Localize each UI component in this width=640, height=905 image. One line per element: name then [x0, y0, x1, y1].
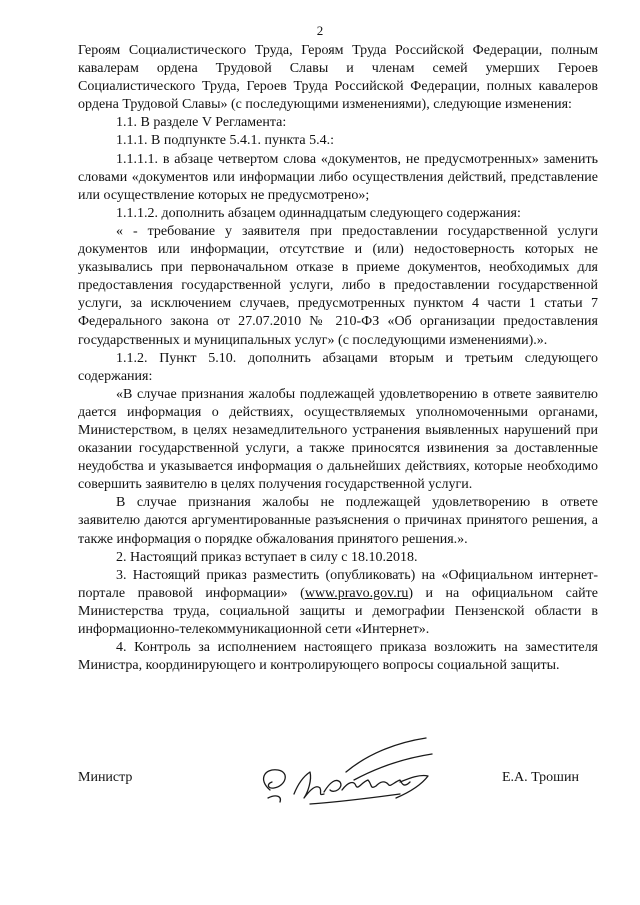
paragraph-quote-requirement: « - требование у заявителя при предоставлении государственной услуги документов или информации, отсутствие и (или) недостоверность которых не указывались при первоначальном отказе в приеме документов, необходимых для предоставления государственной услуги, либо в предоставлении государственной услуги, за исключением случаев, предусмотренных пунктом 4 части 1 статьи 7 Федерального закона от 27.07.2010 № 210-ФЗ «Об организации предоставления государственных и муниципальных услуг» (с последующими изменениями).».: [78, 223, 598, 348]
paragraph-2: 2. Настоящий приказ вступает в силу с 18.10.2018.: [116, 549, 418, 565]
paragraph-complaint-rejected: В случае признания жалобы не подлежащей удовлетворению в ответе заявителю даются аргументированные разъяснения о причинах принятого решения, а также информация о порядке обжалования принятого решения.».: [78, 495, 598, 547]
signatory-name: Е.А. Трошин: [502, 770, 579, 785]
paragraph-complaint-satisfied: «В случае признания жалобы подлежащей удовлетворению в ответе заявителю дается информация о действиях, осуществляемых уполномоченными органами, Министерством, в целях незамедлительного устранения выявленных нарушений при оказании государственной услуги, а также приносятся извинения за доставленные неудобства и указывается информация о дальнейших действиях, которые необходимо совершить заявителю в целях получения государственной услуги.: [78, 386, 598, 493]
handwritten-signature: [250, 732, 440, 812]
paragraph-4: 4. Контроль за исполнением настоящего приказа возложить на заместителя Министра, координирующего и контролирующего вопросы социальной защиты.: [78, 640, 598, 674]
page-number: 2: [316, 23, 324, 38]
paragraph-3-after: ) и на официальном сайте Министерства труда, социальной защиты и демографии Пензенской области в информационно-телекоммуникационной сети «Интернет».: [78, 585, 599, 637]
paragraph-1-1: 1.1. В разделе V Регламента:: [116, 115, 287, 131]
paragraph-3: [78, 567, 598, 639]
paragraph-1-1-1: 1.1.1. В подпункте 5.4.1. пункта 5.4.:: [116, 133, 334, 149]
paragraph-3-before: 3. Настоящий приказ разместить (опубликовать) на «Официальном интернет-портале правовой информации» (: [78, 567, 598, 601]
paragraph-1-1-1-1: 1.1.1.1. в абзаце четвертом слова «документов, не предусмотренных» заменить словами «документов или информации либо осуществления действий, представление или осуществление которых не предусмотрено»;: [78, 151, 598, 203]
document-body: [78, 42, 598, 675]
pravo-link[interactable]: www.pravo.gov.ru: [304, 585, 409, 601]
paragraph-1-1-2: 1.1.2. Пункт 5.10. дополнить абзацами вторым и третьим следующего содержания:: [78, 350, 598, 384]
paragraph-intro: Героям Социалистического Труда, Героям Труда Российской Федерации, полным кавалерам ордена Трудовой Славы и членам семей умерших Героев Социалистического Труда, Героев Труда Российской Федерации, полных кавалеров ордена Трудовой Славы» (с последующими изменениями), следующие изменения:: [78, 43, 598, 113]
paragraph-1-1-1-2: 1.1.1.2. дополнить абзацем одиннадцатым следующего содержания:: [116, 205, 521, 221]
signatory-title: Министр: [78, 770, 133, 785]
